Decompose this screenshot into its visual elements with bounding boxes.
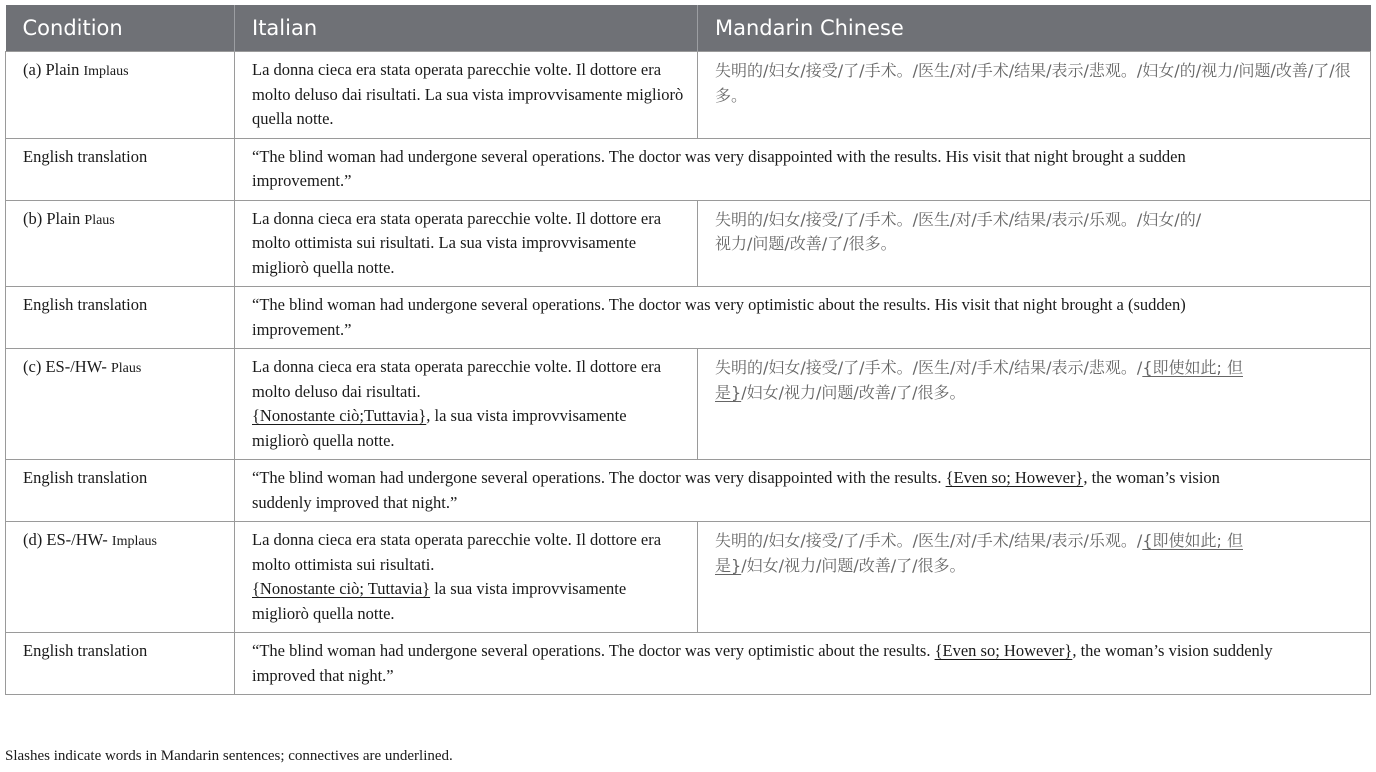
table-row xyxy=(6,633,1371,695)
translation-text: “The blind woman had undergone several operations. The doctor was very optimistic about the results. xyxy=(252,641,931,660)
condition-cell xyxy=(6,522,235,633)
translation-label: English translation xyxy=(6,138,235,200)
mandarin-cell: 失明的/妇女/接受/了/手术。/医生/对/手术/结果/表示/悲观。/妇女/的/视力/问题/改善/了/很多。 xyxy=(698,52,1371,139)
mandarin-text: 失明的/妇女/接受/了/手术。/医生/对/手术/结果/表示/乐观。/ xyxy=(715,531,1143,550)
table-row xyxy=(6,138,1371,200)
mandarin-text-block xyxy=(715,356,1245,405)
table-row xyxy=(6,287,1371,349)
translation-cell xyxy=(235,460,1371,522)
condition-cell xyxy=(6,200,235,287)
table-footnote: Slashes indicate words in Mandarin sentences; connectives are underlined. xyxy=(5,748,453,764)
header-mandarin: Mandarin Chinese xyxy=(698,5,1371,52)
italian-connective: {Nonostante ciò; Tuttavia} xyxy=(252,579,431,598)
translation-cell xyxy=(235,287,1371,349)
translation-connective: {Even so; However} xyxy=(934,641,1073,660)
condition-sub: Implaus xyxy=(83,64,129,79)
condition-label: (b) Plain xyxy=(23,208,81,228)
translation-label: English translation xyxy=(6,460,235,522)
italian-cell: La donna cieca era stata operata parecchie volte. Il dottore era molto ottimista sui risultati. La sua vista improvvisamente migliorò quella notte. xyxy=(235,200,698,287)
translation-text-end: , the woman’s vision suddenly improved that night.” xyxy=(252,641,1273,685)
translation-text-block xyxy=(252,639,1312,688)
italian-connective: {Nonostante ciò;Tuttavia} xyxy=(252,406,427,425)
table-row xyxy=(6,52,1371,139)
mandarin-cell xyxy=(698,349,1371,460)
table-row xyxy=(6,200,1371,287)
italian-cell xyxy=(235,349,698,460)
condition-label: (c) ES-/HW- xyxy=(23,357,107,376)
italian-cell: La donna cieca era stata operata parecchie volte. Il dottore era molto deluso dai risultati. La sua vista improvvisamente migliorò quella notte. xyxy=(235,52,698,139)
header-condition: Condition xyxy=(6,5,235,52)
condition-cell xyxy=(6,349,235,460)
mandarin-cell xyxy=(698,522,1371,633)
mandarin-text: 失明的/妇女/接受/了/手术。/医生/对/手术/结果/表示/乐观。/妇女/的/视力/问题/改善/了/很多。 xyxy=(715,209,1202,253)
translation-text: “The blind woman had undergone several operations. The doctor was very disappointed with the results. xyxy=(252,468,942,487)
mandarin-text-block xyxy=(715,529,1245,578)
table-row xyxy=(6,522,1371,633)
italian-text: La donna cieca era stata operata parecchie volte. Il dottore era molto deluso dai risultati. xyxy=(252,357,662,401)
translation-cell xyxy=(235,138,1371,200)
mandarin-connective: {即使如此; 但是} xyxy=(715,531,1243,575)
translation-text-block xyxy=(252,466,1222,515)
mandarin-text-end: /妇女/视力/问题/改善/了/很多。 xyxy=(741,382,966,402)
condition-label: (a) Plain xyxy=(23,60,80,79)
italian-text-end: la sua vista improvvisamente migliorò quella notte. xyxy=(252,579,627,623)
translation-text: “The blind woman had undergone several operations. The doctor was very disappointed with the results. His visit that night brought a sudden improvement.” xyxy=(252,146,1186,190)
condition-sub: Plaus xyxy=(110,361,142,376)
condition-sub: Plaus xyxy=(84,212,115,228)
italian-text: La donna cieca era stata operata parecchie volte. Il dottore era molto ottimista sui risultati. xyxy=(252,530,662,574)
table-row xyxy=(6,349,1371,460)
translation-text: “The blind woman had undergone several operations. The doctor was very optimistic about the results. His visit that night brought a (sudden) improvement.” xyxy=(252,295,1186,339)
translation-label: English translation xyxy=(6,633,235,695)
translation-connective: {Even so; However} xyxy=(945,468,1084,487)
condition-cell xyxy=(6,52,235,139)
condition-sub: Implaus xyxy=(111,534,158,549)
translation-label: English translation xyxy=(6,287,235,349)
translation-text-end: , the woman’s vision suddenly improved that night.” xyxy=(252,468,1220,512)
table-header-row xyxy=(6,5,1371,52)
mandarin-connective: {即使如此; 但是} xyxy=(715,358,1243,402)
mandarin-text: 失明的/妇女/接受/了/手术。/医生/对/手术/结果/表示/悲观。/ xyxy=(715,358,1143,377)
stimuli-table xyxy=(5,5,1371,695)
translation-cell xyxy=(235,633,1371,695)
condition-label: (d) ES-/HW- xyxy=(23,530,108,549)
italian-cell xyxy=(235,522,698,633)
italian-text-end: , la sua vista improvvisamente migliorò quella notte. xyxy=(252,406,627,450)
table-row xyxy=(6,460,1371,522)
header-italian: Italian xyxy=(235,5,698,52)
mandarin-text-end: /妇女/视力/问题/改善/了/很多。 xyxy=(741,555,966,575)
mandarin-cell xyxy=(698,200,1371,287)
